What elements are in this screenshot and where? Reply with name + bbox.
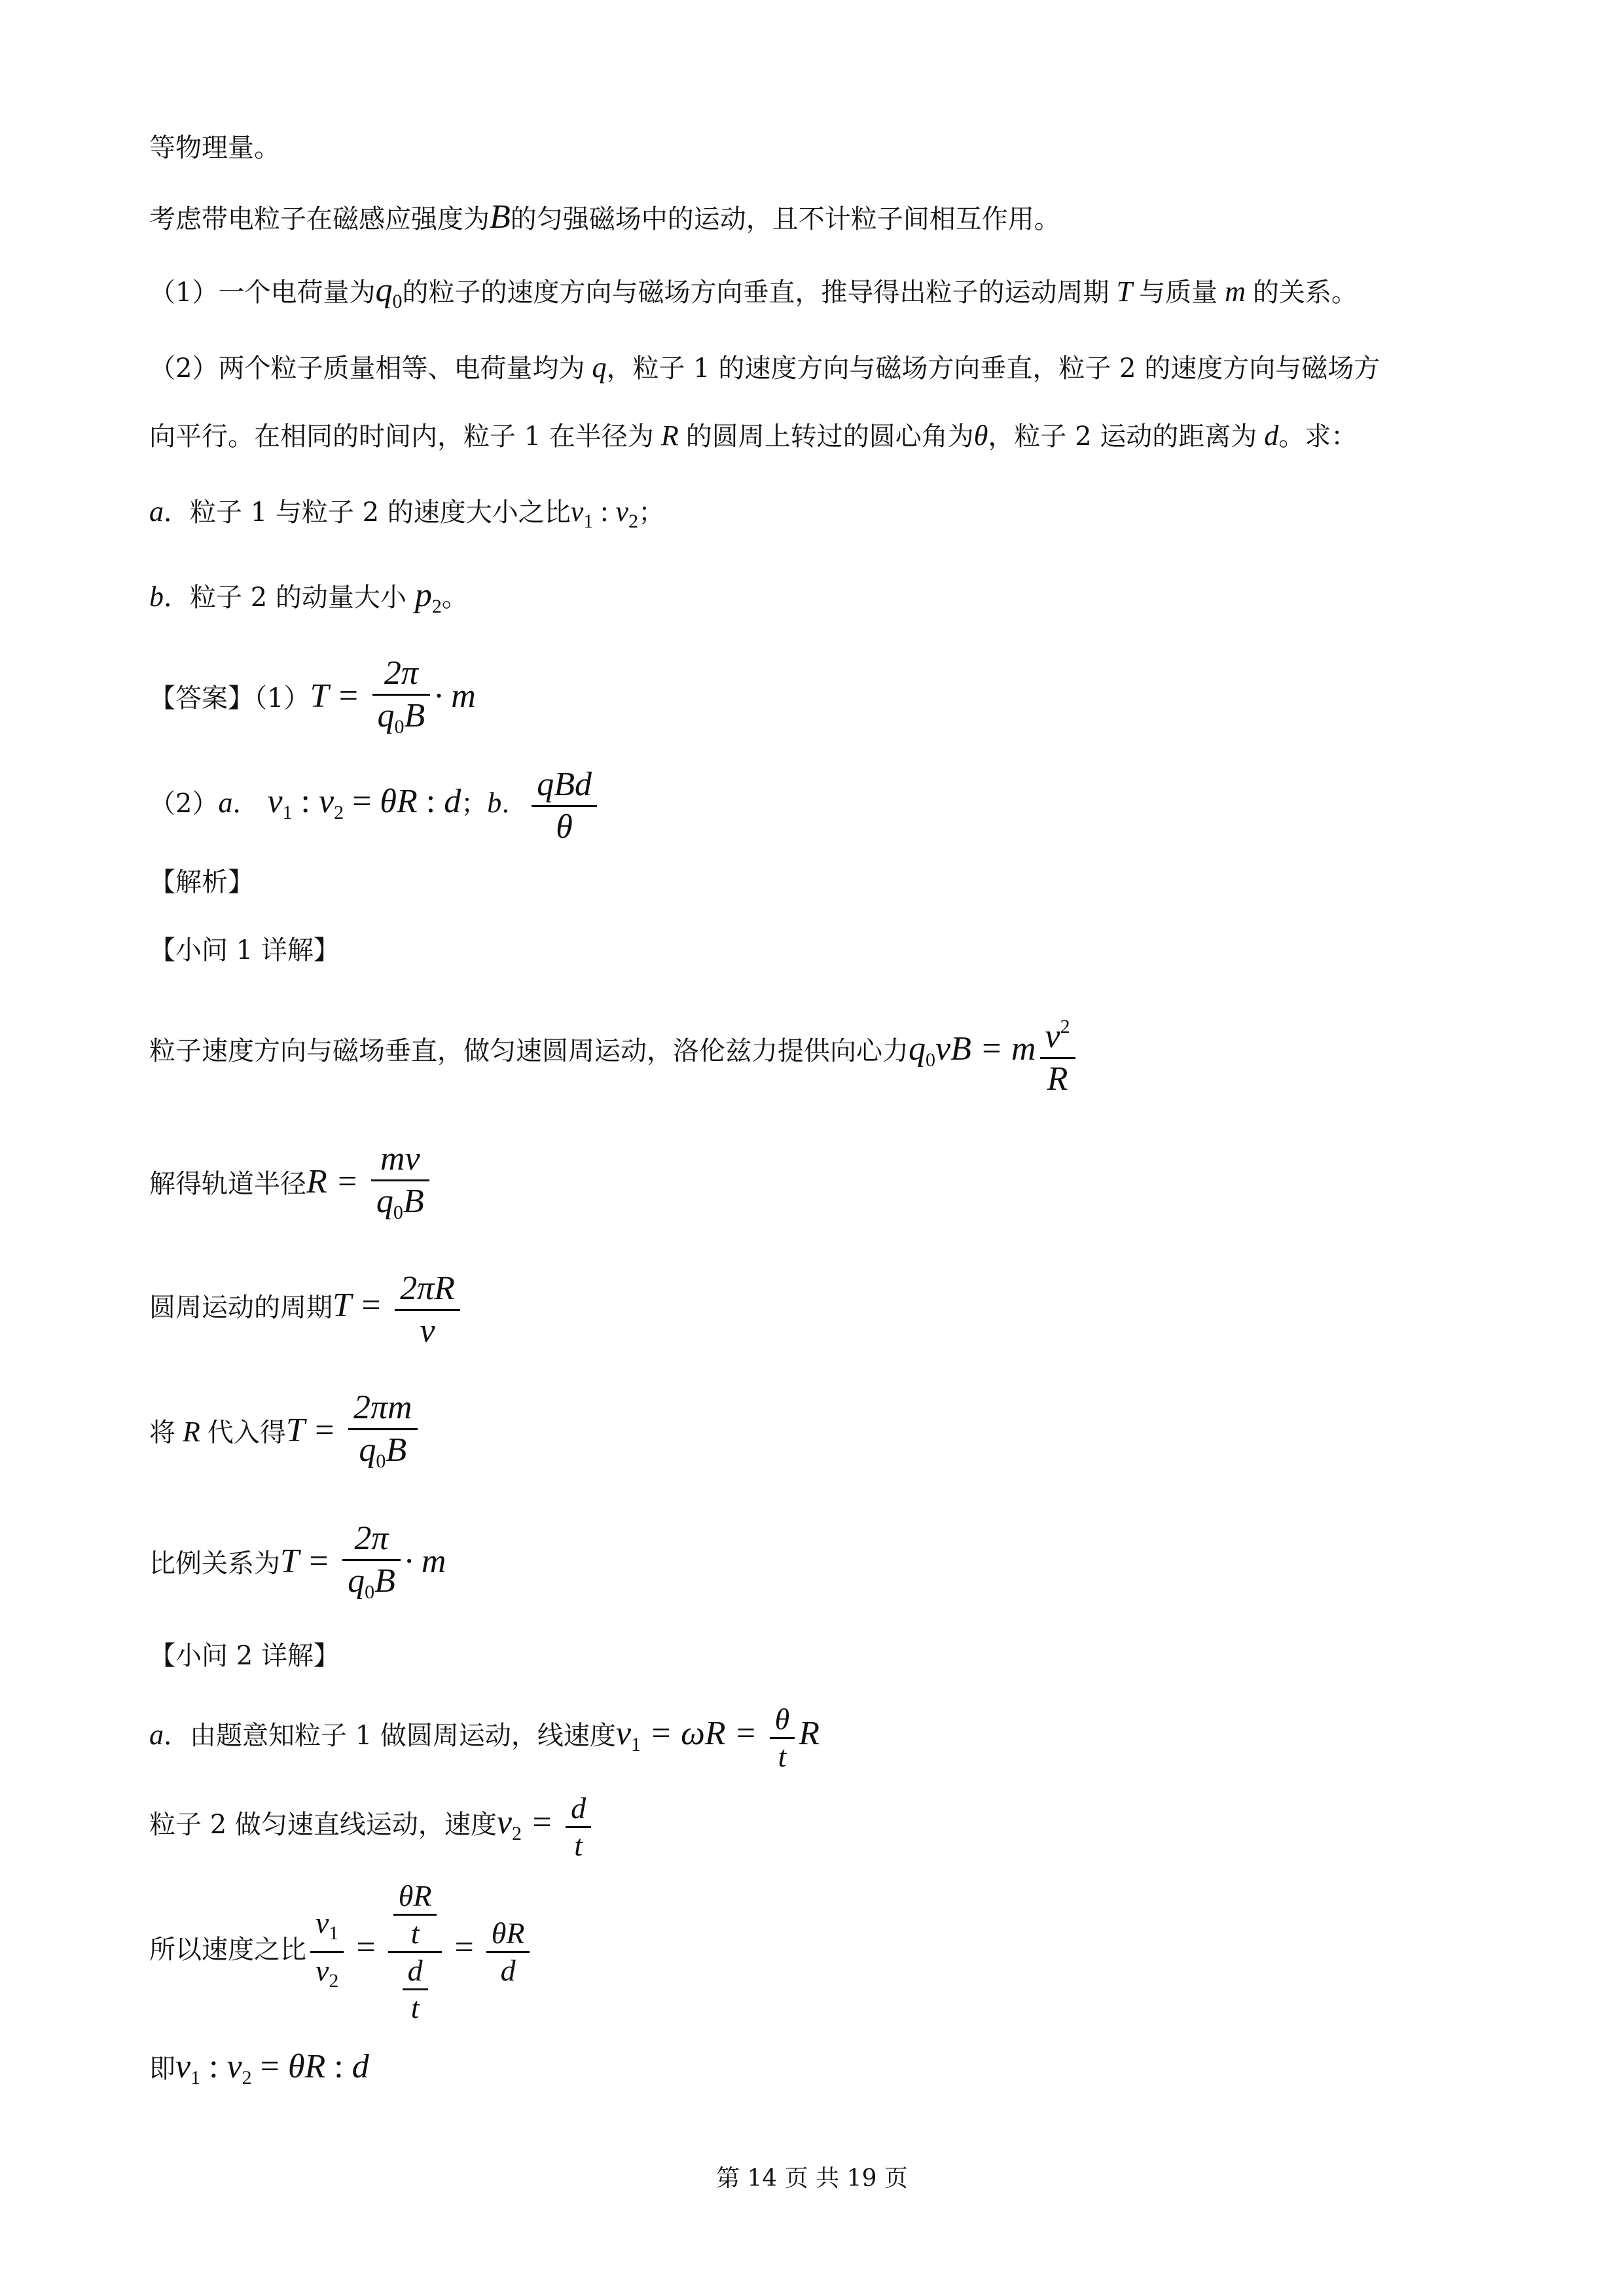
symbol-R: R (653, 420, 686, 452)
label-a-step: a (149, 1719, 164, 1751)
step-substitute-text-2: 代入得 (207, 1418, 286, 1448)
step-linear-speed-text: ．由题意知粒子 1 做圆周运动，线速度 (164, 1721, 616, 1751)
fraction-v1-over-v2: $\frac{v_1}{v_2}$ (310, 1905, 344, 1999)
formula-proportion: T = (280, 1543, 339, 1580)
symbol-q: q (585, 351, 607, 384)
fraction-qBd-over-theta: $\frac{\text{qBd}}{\theta}$ (532, 764, 597, 848)
question-1-text-4: 的关系。 (1252, 278, 1358, 308)
fraction-theta-over-t: $\frac{\theta}{t}$ (770, 1702, 795, 1774)
step-proportion (149, 1518, 446, 1613)
question-1-text-1: （1）一个电荷量为 (149, 278, 376, 308)
label-b: b (149, 581, 164, 613)
formula-period: T = (333, 1287, 391, 1324)
fraction-2piR-over-v: $\frac{2\pi R}{v}$ (395, 1268, 460, 1352)
step-speed-ratio (149, 1863, 533, 2035)
symbol-T: T (1109, 276, 1140, 308)
period: 。 (441, 583, 468, 613)
answer-2-sep: ； (461, 789, 488, 819)
step-period-text: 圆周运动的周期 (149, 1293, 333, 1323)
question-2-text-4: 的圆周上转过的圆心角为 (685, 422, 974, 452)
step-radius (149, 1139, 433, 1233)
sub-question-1-heading (149, 931, 340, 970)
fraction-2pi-over-q0B: $\frac{2\pi}{q_0B}$ (372, 653, 431, 747)
step-lorentz (149, 1007, 1079, 1103)
symbol-m: m (1218, 276, 1253, 308)
dot-m-2: · m (404, 1543, 446, 1580)
step-lorentz-text: 粒子速度方向与磁场垂直，做匀速圆周运动，洛伦兹力提供向心力 (149, 1036, 909, 1066)
sub-question-2-heading (149, 1636, 340, 1676)
question-2-text-3: 向平行。在相同的时间内，粒子 1 在半径为 (149, 422, 654, 452)
symbol-R-sub: R (175, 1416, 208, 1448)
step-proportion-text: 比例关系为 (149, 1549, 280, 1579)
symbol-B: B (490, 198, 511, 236)
answer-2: （2）a． $v_1$ : $v_2 = \theta R$ : d；b． $\frac{\text{qBd}}{\theta}$ (149, 759, 601, 855)
fraction-v2-over-R: $\frac{v^2}{R}$ (1040, 1007, 1075, 1100)
step-uniform-speed (149, 1780, 595, 1876)
sub-question-2-label: 【小问 2 详解】 (149, 1641, 340, 1671)
step-linear-speed (149, 1691, 820, 1787)
equals-2: = (446, 1929, 482, 1966)
formula-uniform-speed: $v_2$ = (496, 1804, 562, 1844)
ratio-v1-v2: $v_1$ : $v_2$ (570, 495, 639, 532)
answer-2-label: （2） (149, 789, 219, 819)
label-a-ans: a (218, 787, 233, 819)
symbol-d: d (1257, 420, 1279, 452)
step-ratio-result-text: 即 (149, 2054, 175, 2084)
step-substitute (149, 1388, 422, 1482)
question-2-text-1: （2）两个粒子质量相等、电荷量均为 (149, 353, 585, 384)
formula-lorentz: $q_0vB = m$ (909, 1030, 1036, 1071)
formula-radius: R = (306, 1163, 367, 1200)
context-text-1: 考虑带电粒子在磁感应强度为 (149, 204, 490, 234)
question-2-text-5: ，粒子 2 运动的距离为 (988, 422, 1257, 452)
question-2b (149, 576, 468, 626)
question-2-line-2 (149, 416, 1357, 456)
context-text-2: 的匀强磁场中的运动，且不计粒子间相互作用。 (510, 204, 1060, 234)
fraction-d-over-t: $\frac{d}{t}$ (566, 1791, 591, 1863)
step-substitute-text-1: 将 (149, 1418, 175, 1448)
symbol-q0: $q_0$ (375, 272, 403, 312)
analysis-heading (149, 863, 254, 902)
semicolon: ； (638, 497, 665, 528)
formula-linear-speed: $v_1 = \omega R$ = (615, 1715, 766, 1755)
step-speed-ratio-text: 所以速度之比 (149, 1935, 306, 1965)
question-2a (149, 492, 664, 541)
step-ratio-result (149, 2047, 369, 2098)
question-1 (149, 271, 1358, 321)
step-radius-text: 解得轨道半径 (149, 1169, 306, 1199)
answer-2a-formula: $v_1$ : $v_2 = \theta R$ : d (259, 783, 461, 823)
step-uniform-speed-text: 粒子 2 做匀速直线运动，速度 (149, 1810, 497, 1840)
text-line-intro (149, 128, 280, 168)
sub-question-1-label: 【小问 1 详解】 (149, 935, 340, 965)
question-1-text-3: 与质量 (1139, 278, 1218, 308)
label-a: a (149, 495, 164, 528)
analysis-label: 【解析】 (149, 867, 254, 897)
symbol-p2: $p_2$ (406, 577, 442, 617)
answer-1 (149, 653, 476, 747)
compound-fraction: $\frac{\frac{\theta R}{t}}{\frac{d}{t}}$ (388, 1878, 442, 2026)
question-1-text-2: 的粒子的速度方向与磁场方向垂直，推导得出粒子的运动周期 (402, 278, 1110, 308)
answer-label: 【答案】（1） (149, 683, 310, 713)
fraction-thetaR-over-d: $\frac{\theta R}{d}$ (486, 1916, 530, 1988)
text-line-context (149, 198, 1060, 239)
symbol-theta: θ (973, 420, 988, 452)
equals-1: = (348, 1929, 384, 1966)
answer-1-formula: T = (310, 677, 369, 715)
fraction-2pi-over-q0B-2: $\frac{2\pi}{q_0B}$ (342, 1518, 401, 1613)
fraction-2pim-over-q0B: $\frac{2\pi m}{q_0B}$ (348, 1388, 418, 1482)
symbol-R-end: R (799, 1715, 820, 1752)
label-b-ans: b (487, 787, 502, 819)
question-2-text-6: 。求： (1278, 422, 1358, 452)
question-2-text-2: ，粒子 1 的速度方向与磁场方向垂直，粒子 2 的速度方向与磁场方 (606, 353, 1380, 384)
question-2-line-1 (149, 348, 1380, 388)
step-period (149, 1263, 464, 1352)
intro-text: 等物理量。 (149, 133, 280, 163)
dot-m: · m (434, 677, 476, 715)
question-2a-text: ．粒子 1 与粒子 2 的速度大小之比 (164, 497, 571, 528)
formula-substitute: T = (285, 1412, 344, 1449)
fraction-mv-over-q0B: $\frac{mv}{q_0B}$ (371, 1139, 429, 1233)
question-2b-text: ．粒子 2 的动量大小 (164, 583, 406, 613)
page-footer: 第 14 页 共 19 页 (716, 2165, 908, 2192)
formula-ratio-result: $v_1$ : $v_2 = \theta R$ : d (175, 2048, 369, 2089)
